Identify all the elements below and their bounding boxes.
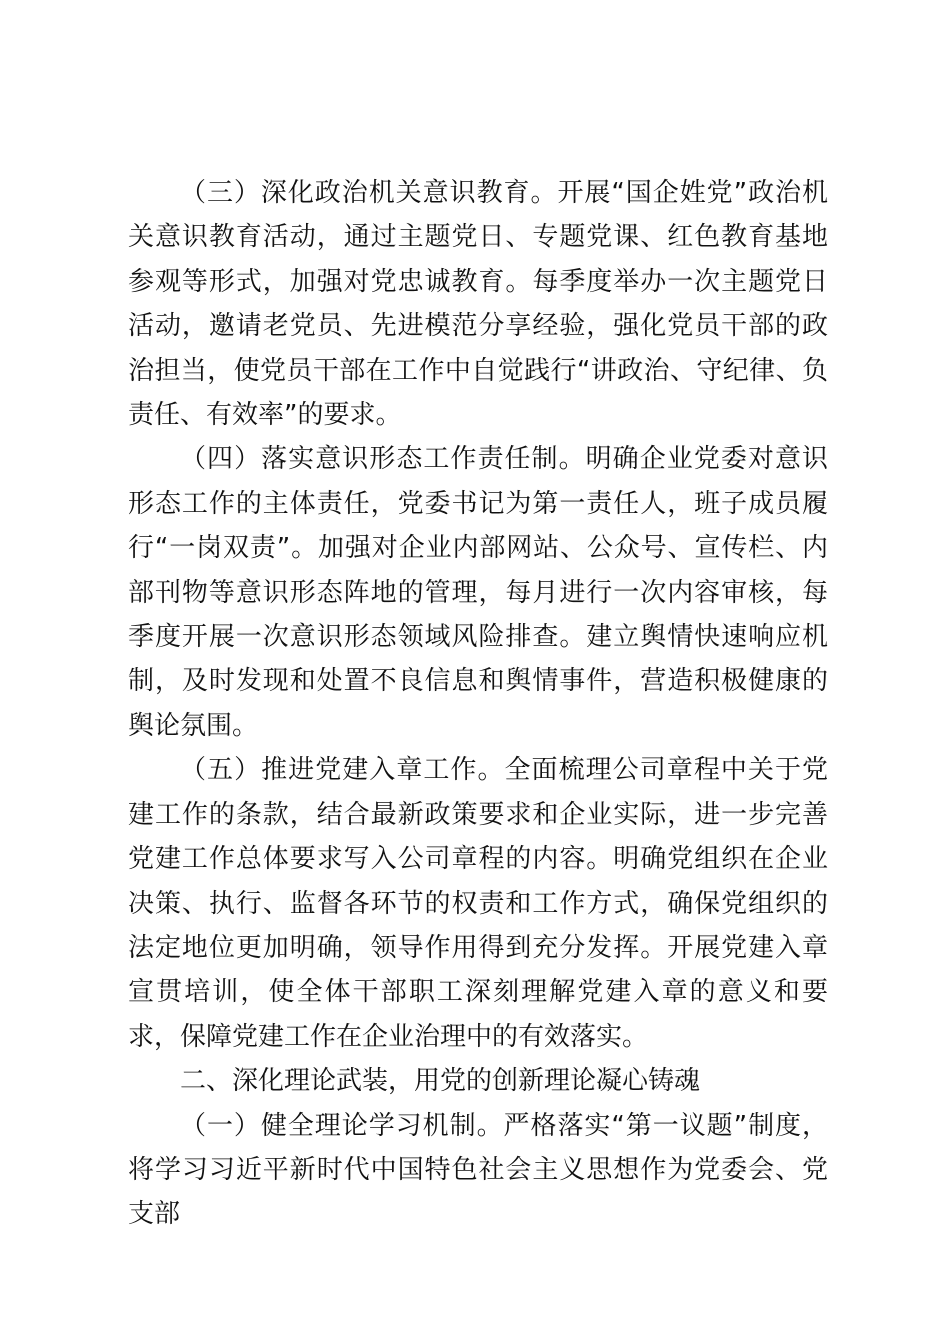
paragraph-1-section-2: （一）健全理论学习机制。严格落实“第一议题”制度，将学习习近平新时代中国特色社会主义思想作为党委会、党支部: [128, 1110, 828, 1230]
paragraph-5: （五）推进党建入章工作。全面梳理公司章程中关于党建工作的条款，结合最新政策要求和企业实际，进一步完善党建工作总体要求写入公司章程的内容。明确党组织在企业决策、执行、监督各环节的权责和工作方式，确保党组织的法定地位更加明确，领导作用得到充分发挥。开展党建入章宣贯培训，使全体干部职工深刻理解党建入章的意义和要求，保障党建工作在企业治理中的有效落实。: [128, 755, 828, 1052]
paragraph-3: （三）深化政治机关意识教育。开展“国企姓党”政治机关意识教育活动，通过主题党日、专题党课、红色教育基地参观等形式，加强对党忠诚教育。每季度举办一次主题党日活动，邀请老党员、先进模范分享经验，强化党员干部的政治担当，使党员干部在工作中自觉践行“讲政治、守纪律、负责任、有效率”的要求。: [128, 178, 828, 431]
section-heading: 二、深化理论武装，用党的创新理论凝心铸魂: [180, 1066, 701, 1097]
document-body: [128, 171, 828, 1237]
paragraph-4: （四）落实意识形态工作责任制。明确企业党委对意识形态工作的主体责任，党委书记为第一责任人，班子成员履行“一岗双责”。加强对企业内部网站、公众号、宣传栏、内部刊物等意识形态阵地的管理，每月进行一次内容审核，每季度开展一次意识形态领域风险排查。建立舆情快速响应机制，及时发现和处置不良信息和舆情事件，营造积极健康的舆论氛围。: [128, 444, 828, 741]
